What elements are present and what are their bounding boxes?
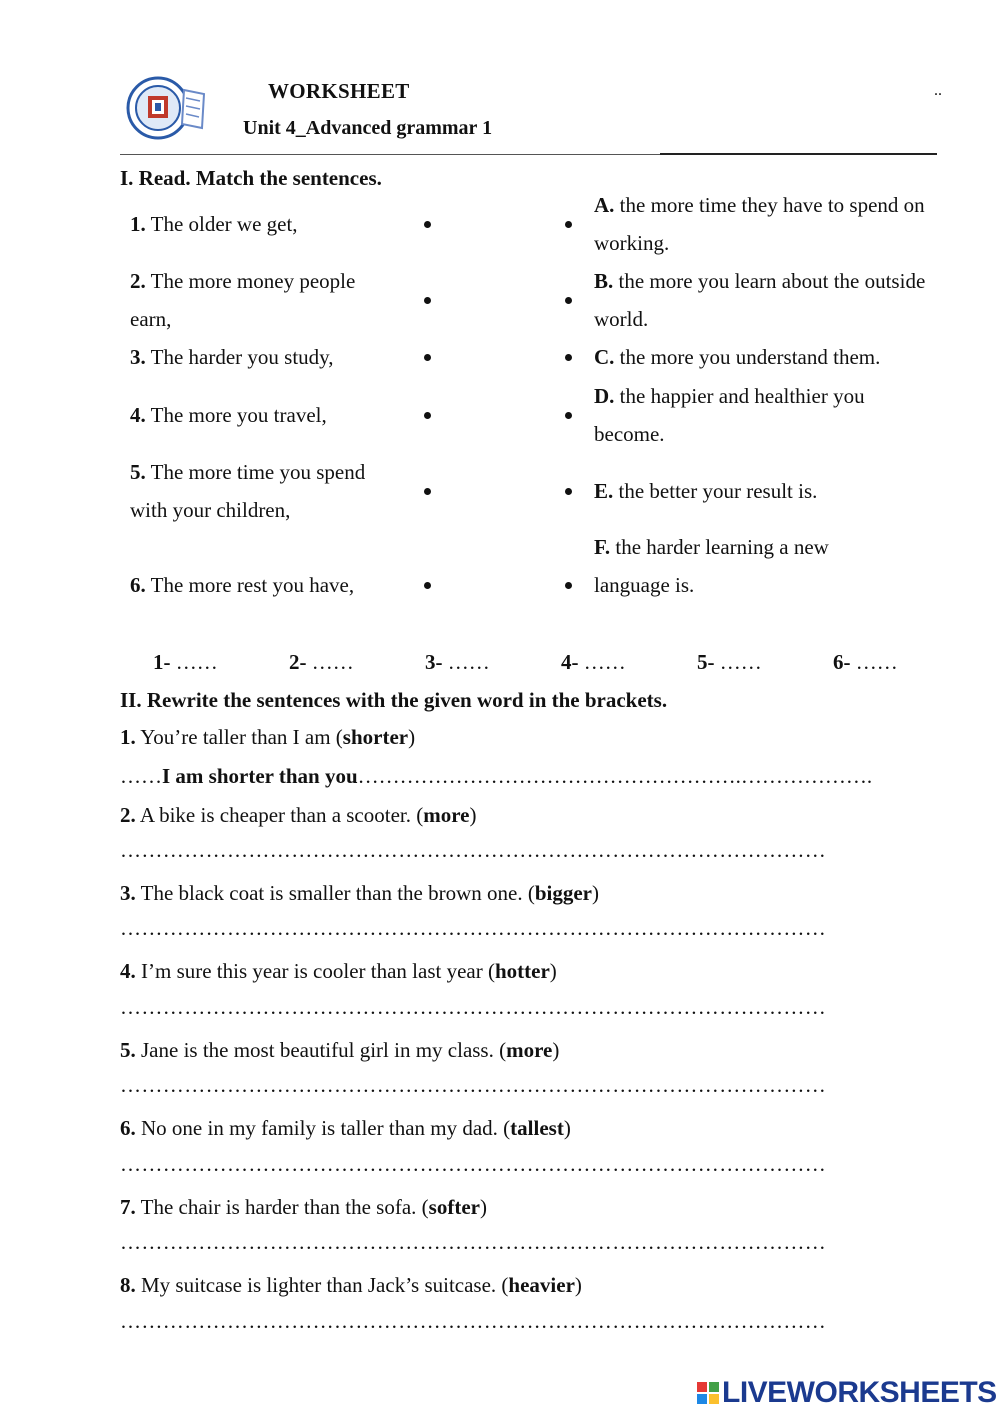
answer-5[interactable]: 5- …… (697, 650, 762, 674)
match-right-item-d: D. the happier and healthier you become. (594, 384, 865, 446)
rewrite-question-1: 1. You’re taller than I am (shorter) (120, 725, 416, 749)
rewrite-question-8: 8. My suitcase is lighter than Jack’s suitcase. (heavier) (120, 1273, 582, 1297)
rewrite-question-5: 5. Jane is the most beautiful girl in my class. (more) (120, 1038, 560, 1062)
answer-line-7[interactable]: ……………………………………………………………………………………… (120, 1230, 827, 1254)
brand-tile (709, 1394, 719, 1404)
answer-line-4[interactable]: ……………………………………………………………………………………… (120, 995, 827, 1019)
match-right-dot-c[interactable] (565, 354, 572, 361)
match-right-dot-d[interactable] (565, 412, 572, 419)
rewrite-question-6: 6. No one in my family is taller than my dad. (tallest) (120, 1116, 571, 1140)
brand-tile (697, 1382, 707, 1392)
header-divider-bold (660, 153, 937, 155)
match-left-dot-3[interactable] (424, 354, 431, 361)
rewrite-question-7: 7. The chair is harder than the sofa. (softer) (120, 1195, 487, 1219)
match-right-dot-e[interactable] (565, 488, 572, 495)
match-right-dot-b[interactable] (565, 297, 572, 304)
answer-line-6[interactable]: ……………………………………………………………………………………… (120, 1152, 827, 1176)
section1-heading: I. Read. Match the sentences. (120, 166, 382, 190)
rewrite-example-answer: ……I am shorter than you……………………………………………….………………. (120, 764, 873, 788)
worksheet-subtitle: Unit 4_Advanced grammar 1 (243, 117, 493, 139)
rewrite-question-2: 2. A bike is cheaper than a scooter. (more) (120, 803, 477, 827)
match-left-dot-5[interactable] (424, 488, 431, 495)
answer-1[interactable]: 1- …… (153, 650, 218, 674)
brand-tile (709, 1382, 719, 1392)
brand-text: LIVEWORKSHEETS (722, 1376, 997, 1409)
answer-line-2[interactable]: ……………………………………………………………………………………… (120, 838, 827, 862)
answer-2[interactable]: 2- …… (289, 650, 354, 674)
match-left-dot-6[interactable] (424, 582, 431, 589)
school-logo (126, 76, 206, 140)
match-right-item-b: B. the more you learn about the outside world. (594, 269, 926, 331)
match-right-item-c: C. the more you understand them. (594, 345, 881, 369)
match-right-item-f: F. the harder learning a new language is. (594, 535, 829, 597)
match-right-item-e: E. the better your result is. (594, 479, 818, 503)
match-left-item-1: 1. The older we get, (130, 212, 298, 236)
section2-heading: II. Rewrite the sentences with the given word in the brackets. (120, 688, 668, 712)
match-left-dot-2[interactable] (424, 297, 431, 304)
match-left-item-4: 4. The more you travel, (130, 403, 327, 427)
answer-line-3[interactable]: ……………………………………………………………………………………… (120, 916, 827, 940)
answer-4[interactable]: 4- …… (561, 650, 626, 674)
match-left-item-3: 3. The harder you study, (130, 345, 334, 369)
liveworksheets-brand[interactable] (697, 1378, 997, 1408)
answer-line-5[interactable]: ……………………………………………………………………………………… (120, 1073, 827, 1097)
rewrite-question-4: 4. I’m sure this year is cooler than last year (hotter) (120, 959, 557, 983)
match-left-dot-1[interactable] (424, 221, 431, 228)
match-right-dot-a[interactable] (565, 221, 572, 228)
answer-line-8[interactable]: ……………………………………………………………………………………… (120, 1309, 827, 1333)
match-left-item-5: 5. The more time you spend with your children, (130, 460, 366, 522)
match-left-item-6: 6. The more rest you have, (130, 573, 355, 597)
worksheet-title: WORKSHEET (268, 79, 410, 103)
match-right-dot-f[interactable] (565, 582, 572, 589)
corner-mark: .. (934, 82, 942, 99)
brand-tile (697, 1394, 707, 1404)
answer-6[interactable]: 6- …… (833, 650, 898, 674)
match-right-item-a: A. the more time they have to spend on working. (594, 193, 925, 255)
match-left-dot-4[interactable] (424, 412, 431, 419)
liveworksheets-logo-icon (697, 1382, 719, 1404)
match-left-item-2: 2. The more money people earn, (130, 269, 356, 331)
answer-3[interactable]: 3- …… (425, 650, 490, 674)
rewrite-question-3: 3. The black coat is smaller than the brown one. (bigger) (120, 881, 599, 905)
